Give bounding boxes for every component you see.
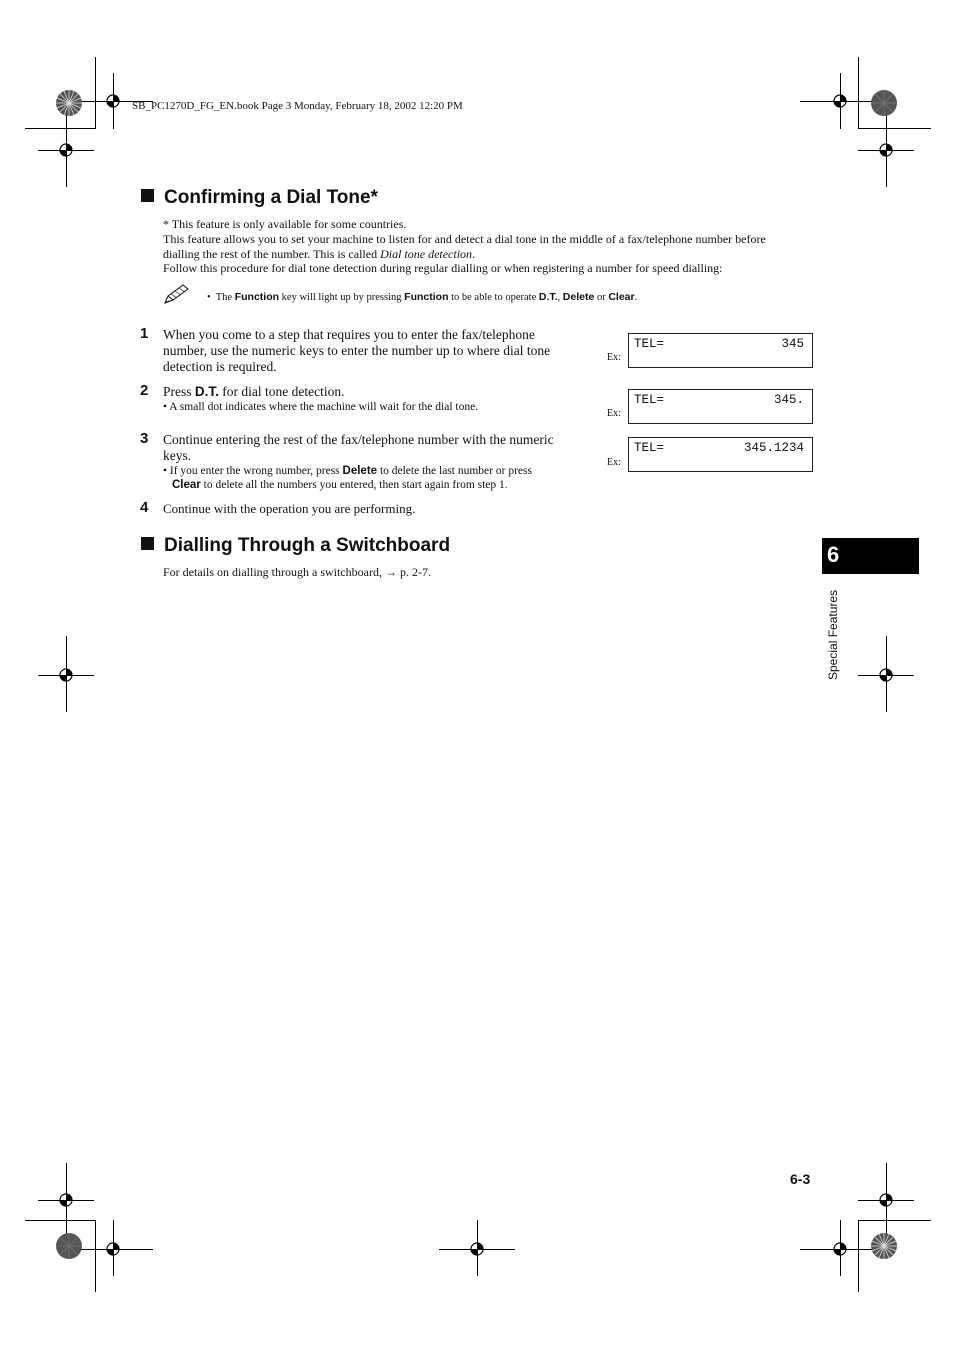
example-label: Ex: bbox=[607, 352, 621, 363]
key-delete: Delete bbox=[342, 465, 378, 477]
starburst-target-icon bbox=[55, 1232, 83, 1260]
key-clear: Clear bbox=[608, 291, 635, 303]
registration-mark-icon bbox=[876, 1190, 896, 1210]
key-dt: D.T. bbox=[538, 291, 558, 303]
side-chapter-label: Special Features bbox=[826, 589, 840, 680]
step-number: 2 bbox=[140, 382, 149, 399]
footnote: * This feature is only available for some countries. bbox=[163, 217, 407, 231]
registration-mark-icon bbox=[467, 1239, 487, 1259]
step-1-text: When you come to a step that requires you to enter the fax/telephone number, use the numeric keys to enter the number up to where dial tone detection is required. bbox=[163, 327, 551, 374]
section-heading-switchboard bbox=[141, 535, 450, 557]
lcd-display-example bbox=[628, 333, 813, 368]
step-number: 1 bbox=[140, 325, 149, 342]
registration-mark-icon bbox=[876, 665, 896, 685]
lcd-value: 345. bbox=[773, 393, 804, 407]
registration-mark-icon bbox=[56, 665, 76, 685]
key-clear: Clear bbox=[172, 479, 201, 491]
intro-line-2: dialling the rest of the number. This is called Dial tone detection. bbox=[163, 246, 476, 261]
page-number: 6-3 bbox=[790, 1171, 811, 1187]
switchboard-text: For details on dialling through a switchboard, → p. 2-7. bbox=[163, 565, 431, 579]
starburst-target-icon bbox=[870, 89, 898, 117]
heading-square-icon bbox=[141, 189, 154, 202]
starburst-target-icon bbox=[870, 1232, 898, 1260]
starburst-target-icon bbox=[55, 89, 83, 117]
heading-square-icon bbox=[141, 537, 154, 550]
intro-paragraph bbox=[163, 232, 823, 276]
registration-mark-icon bbox=[56, 1190, 76, 1210]
lcd-label: TEL= bbox=[634, 393, 665, 407]
chapter-number: 6 bbox=[827, 542, 840, 567]
lcd-value: 345.1234 bbox=[743, 441, 804, 455]
example-label: Ex: bbox=[607, 457, 621, 468]
step-3-text: Continue entering the rest of the fax/telephone number with the numeric keys. • If you enter the wrong number, press Delete to delete the last number or press Clear to delete all the numbers you entered, then start again from step 1. bbox=[163, 432, 593, 492]
section-heading-dial-tone bbox=[141, 187, 378, 209]
step-3-bullet-cont: Clear to delete all the numbers you entered, then start again from step 1. bbox=[172, 479, 508, 491]
example-label: Ex: bbox=[607, 408, 621, 419]
step-2-bullet: • A small dot indicates where the machine will wait for the dial tone. bbox=[163, 401, 479, 413]
heading-text: Confirming a Dial Tone* bbox=[164, 187, 378, 208]
note-text: • The Function key will light up by pressing Function to be able to operate D.T., Delete or Clear. bbox=[207, 291, 638, 303]
chapter-tab bbox=[822, 538, 919, 574]
lcd-display-example bbox=[628, 389, 813, 424]
lcd-display-example bbox=[628, 437, 813, 472]
lcd-label: TEL= bbox=[634, 441, 665, 455]
lcd-label: TEL= bbox=[634, 337, 665, 351]
note-pencil-icon bbox=[163, 283, 191, 305]
key-delete: Delete bbox=[562, 291, 595, 303]
intro-line-1: This feature allows you to set your machine to listen for and detect a dial tone in the middle of a fax/telephone number before bbox=[163, 232, 766, 246]
step-4-text: Continue with the operation you are performing. bbox=[163, 501, 416, 516]
step-number: 3 bbox=[140, 430, 149, 447]
step-number: 4 bbox=[140, 499, 149, 516]
key-function: Function bbox=[234, 291, 280, 303]
key-dt: D.T. bbox=[194, 384, 219, 399]
intro-line-3: Follow this procedure for dial tone detection during regular dialling or when registering a number for speed dialling: bbox=[163, 261, 723, 275]
lcd-value: 345 bbox=[781, 337, 804, 351]
registration-mark-icon bbox=[103, 1239, 123, 1259]
file-info-slug: SB_PC1270D_FG_EN.book Page 3 Monday, February 18, 2002 12:20 PM bbox=[132, 100, 463, 112]
registration-mark-icon bbox=[830, 1239, 850, 1259]
registration-mark-icon bbox=[830, 91, 850, 111]
term-dial-tone-detection: Dial tone detection bbox=[380, 246, 473, 261]
registration-mark-icon bbox=[876, 140, 896, 160]
registration-mark-icon bbox=[103, 91, 123, 111]
key-function: Function bbox=[404, 291, 449, 303]
heading-text: Dialling Through a Switchboard bbox=[164, 535, 451, 556]
step-2-text: Press D.T. for dial tone detection. • A small dot indicates where the machine will wait for the dial tone. bbox=[163, 384, 593, 414]
registration-mark-icon bbox=[56, 140, 76, 160]
step-3-bullet: • If you enter the wrong number, press Delete to delete the last number or press bbox=[163, 465, 532, 477]
